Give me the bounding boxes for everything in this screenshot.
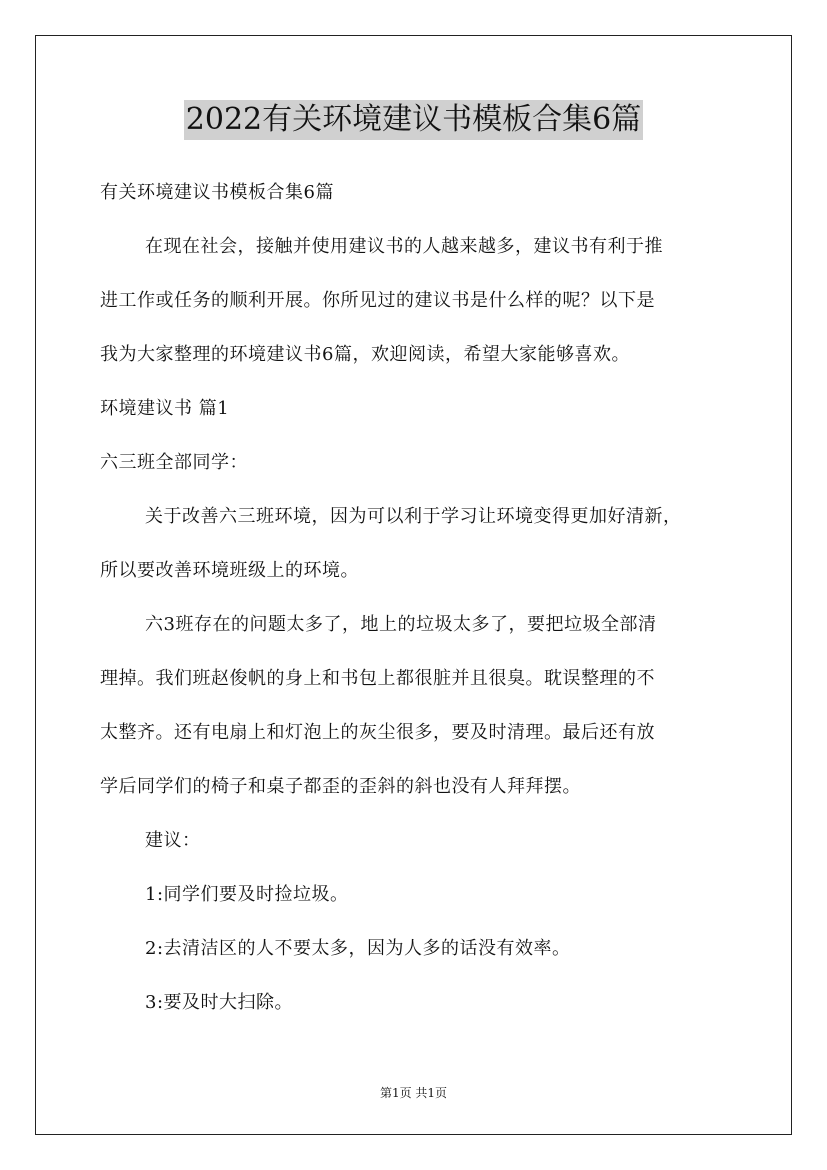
salutation: 六三班全部同学： (100, 452, 248, 473)
para2-line-3: 太整齐。还有电扇上和灯泡上的灰尘很多，要及时清理。最后还有放 (100, 722, 655, 743)
section-heading: 环境建议书 篇1 (100, 398, 230, 419)
intro-line-2: 进工作或任务的顺利开展。你所见过的建议书是什么样的呢？以下是 (100, 290, 655, 311)
document-title: 2022有关环境建议书模板合集6篇 (184, 100, 643, 140)
para2-line-1: 六3班存在的问题太多了，地上的垃圾太多了，要把垃圾全部清 (145, 614, 657, 635)
para1-line-2: 所以要改善环境班级上的环境。 (100, 560, 359, 581)
subtitle: 有关环境建议书模板合集6篇 (100, 182, 334, 203)
page-footer: 第1页 共1页 (379, 1086, 448, 1100)
suggestion-item-3: 3:要及时大扫除。 (145, 992, 294, 1013)
suggestion-item-2: 2:去清洁区的人不要太多，因为人多的话没有效率。 (145, 938, 571, 959)
suggestion-item-1: 1:同学们要及时捡垃圾。 (145, 884, 349, 905)
intro-line-3: 我为大家整理的环境建议书6篇，欢迎阅读，希望大家能够喜欢。 (100, 344, 630, 365)
para2-line-2: 理掉。我们班赵俊帆的身上和书包上都很脏并且很臭。耽误整理的不 (100, 668, 655, 689)
document-title-wrap (0, 100, 827, 140)
suggestion-label: 建议： (145, 830, 201, 851)
para1-line-1: 关于改善六三班环境，因为可以利于学习让环境变得更加好清新， (145, 506, 682, 527)
para2-line-4: 学后同学们的椅子和桌子都歪的歪斜的斜也没有人拜拜摆。 (100, 776, 581, 797)
intro-line-1: 在现在社会，接触并使用建议书的人越来越多，建议书有利于推 (145, 236, 663, 257)
